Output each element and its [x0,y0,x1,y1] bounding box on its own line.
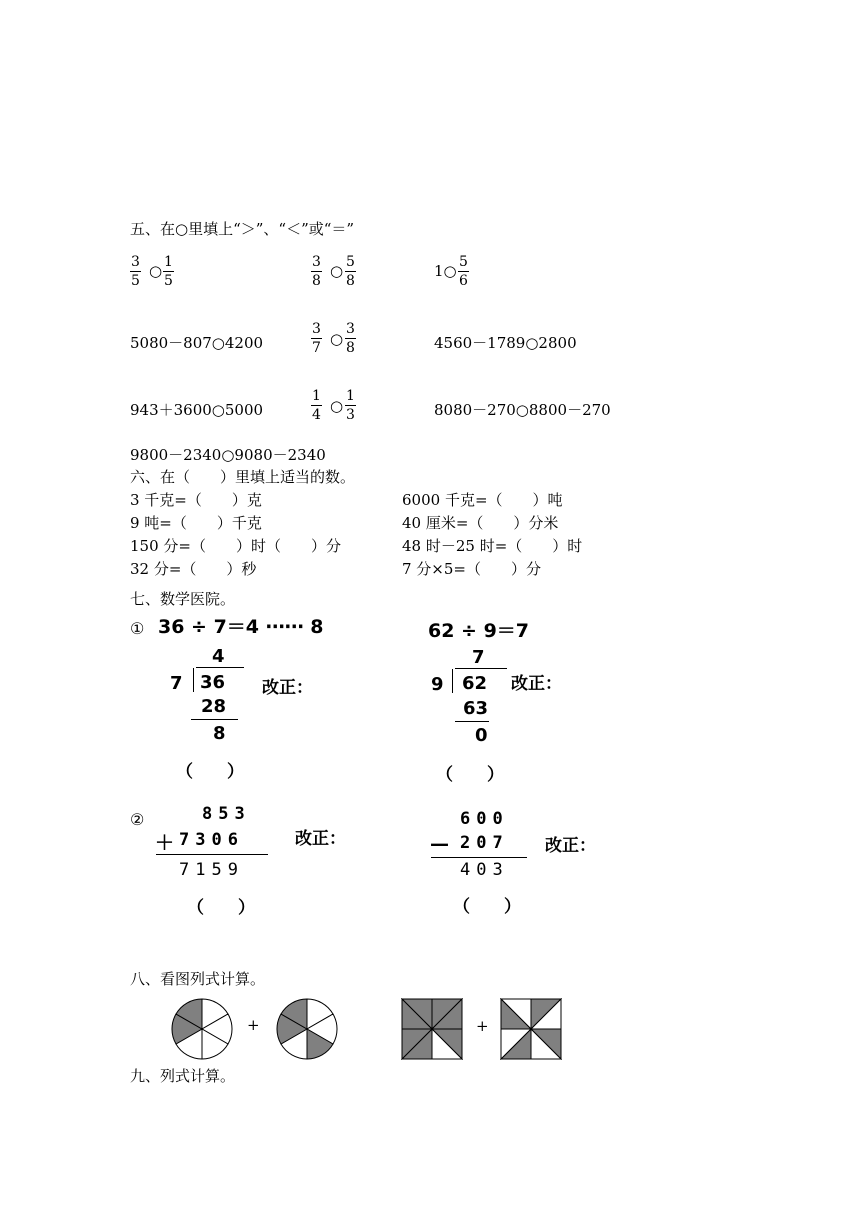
remainder: 8 [213,723,226,744]
product: 63 [463,698,489,719]
conversion-item: 6000 千克=（ ）吨 [402,491,563,509]
quotient: 7 [472,647,485,668]
divisor: 7 [170,673,183,694]
compare-circle: ○ [330,262,344,280]
section5-title: 五、在○里填上“＞”、“＜”或“＝” [130,220,355,238]
subtraction-line [191,719,238,720]
answer-paren[interactable]: （ ） [187,898,255,918]
fraction: $\frac{5}{6}$ [459,254,468,289]
compare-circle: ○ [149,262,163,280]
division-bar [196,667,244,668]
compare-3c: 8080－270○8800－270 [434,401,611,419]
pie-figure-2 [275,997,339,1061]
dividend: 36 [200,672,226,693]
problem-equation: 36 ÷ 7＝4 ⋯⋯ 8 [158,616,324,638]
conversion-item: 150 分=（ ）时（ ）分 [130,537,341,555]
minuend: 600 [460,809,509,829]
plus-sign: + [476,1017,489,1035]
subtrahend: 207 [460,833,509,853]
section6-title: 六、在（ ）里填上适当的数。 [130,468,356,486]
quotient: 4 [212,646,225,667]
compare-3a: 943＋3600○5000 [130,401,264,419]
answer-paren[interactable]: （ ） [176,762,244,782]
problem-equation: 62 ÷ 9＝7 [428,620,530,642]
square-figure-2 [500,998,562,1060]
difference-line [431,857,527,858]
compare-4: 9800－2340○9080－2340 [130,446,326,464]
conversion-item: 40 厘米=（ ）分米 [402,514,559,532]
conversion-item: 48 时－25 时=（ ）时 [402,537,583,555]
pie-figure-1 [170,997,234,1061]
section8-title: 八、看图列式计算。 [130,970,266,988]
fraction: $\frac{1}{3}$ [346,388,355,423]
compare-2a: 5080－807○4200 [130,334,264,352]
problem-number: ① [130,619,145,638]
plus-sign: + [247,1016,260,1034]
compare-2c: 4560－1789○2800 [434,334,577,352]
operator: — [430,833,449,855]
fix-label: 改正： [545,836,596,856]
sum-result: 7159 [179,860,244,880]
addend-top: 853 [202,804,251,824]
conversion-item: 32 分=（ ）秒 [130,560,257,578]
compare-prefix: 1○ [434,262,457,280]
conversion-item: 9 吨=（ ）千克 [130,514,262,532]
square-figure-1 [401,998,463,1060]
fraction: $\frac{1}{4}$ [312,388,321,423]
difference-result: 403 [460,860,509,880]
fraction: $\frac{3}{8}$ [312,254,321,289]
division-bar [455,668,507,669]
fix-label: 改正： [295,829,346,849]
section7-title: 七、数学医院。 [130,590,236,608]
problem-number: ② [130,810,145,829]
sum-line [156,854,268,855]
compare-circle: ○ [330,397,344,415]
dividend: 62 [462,673,488,694]
division-bracket [452,669,453,693]
conversion-item: 7 分×5=（ ）分 [402,560,541,578]
product: 28 [201,696,227,717]
fraction: $\frac{1}{5}$ [164,254,173,289]
fraction: $\frac{3}{5}$ [131,254,140,289]
fraction: $\frac{3}{8}$ [346,321,355,356]
section9-title: 九、列式计算。 [130,1067,236,1085]
operator: ＋ [155,832,175,854]
subtraction-line [455,721,489,722]
fix-label: 改正： [511,674,562,694]
fraction: $\frac{5}{8}$ [346,254,355,289]
fraction: $\frac{3}{7}$ [312,321,321,356]
divisor: 9 [431,674,444,695]
answer-paren[interactable]: （ ） [453,897,521,917]
remainder: 0 [475,725,488,746]
answer-paren[interactable]: （ ） [436,765,504,785]
division-bracket [193,668,194,692]
addend-second: 7306 [179,830,244,850]
conversion-item: 3 千克=（ ）克 [130,491,262,509]
fix-label: 改正： [262,678,313,698]
compare-circle: ○ [330,330,344,348]
